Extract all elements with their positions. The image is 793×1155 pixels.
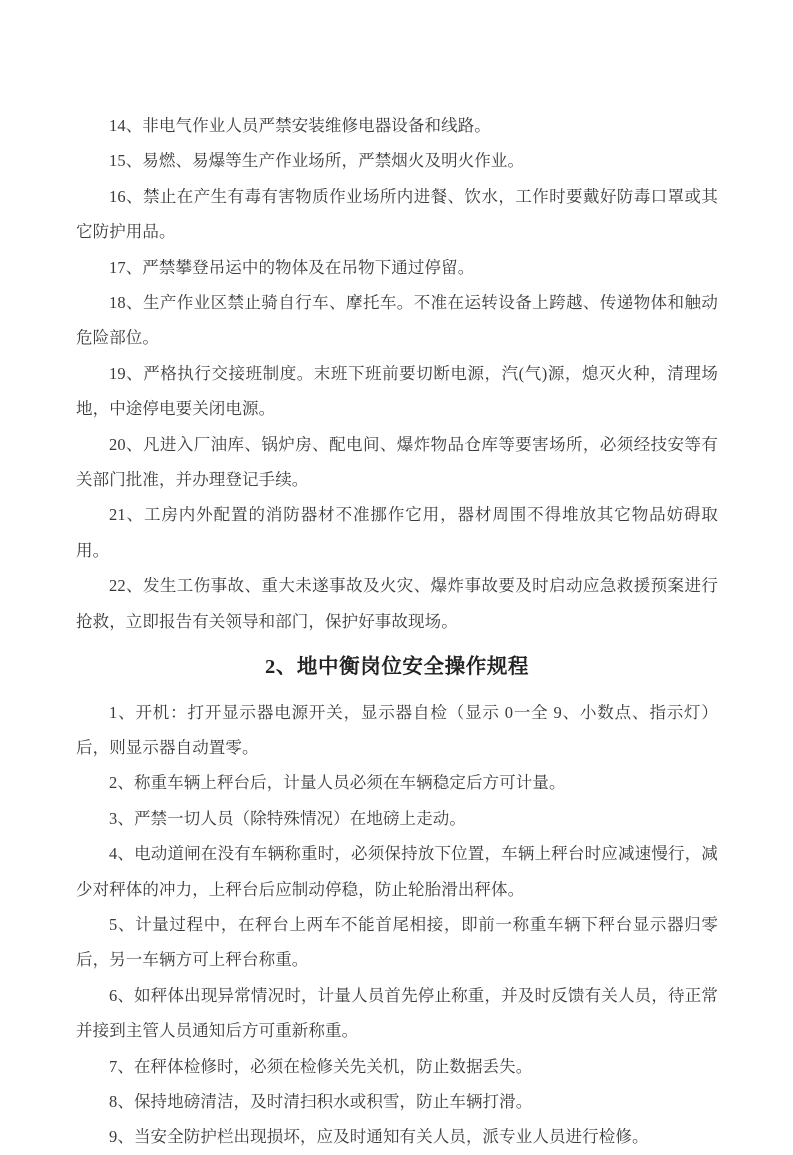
list-item: 9、当安全防护栏出现损坏，应及时通知有关人员，派专业人员进行检修。 <box>109 1127 649 1147</box>
list-item: 3、严禁一切人员（除特殊情况）在地磅上走动。 <box>109 808 466 828</box>
list-item: 20、凡进入厂油库、锅炉房、配电间、爆炸物品仓库等要害场所，必须经技安等有关部门批准，并办理登记手续。 <box>76 434 718 490</box>
list-item: 1、开机：打开显示器电源开关，显示器自检（显示 0一全 9、小数点、指示灯）后，则显示器自动置零。 <box>76 702 718 757</box>
list-item: 4、电动道闸在没有车辆称重时，必须保持放下位置，车辆上秤台时应减速慢行，减少对秤体的冲力，上秤台后应制动停稳，防止轮胎滑出秤体。 <box>76 844 718 899</box>
list-item: 6、如秤体出现异常情况时，计量人员首先停止称重，并及时反馈有关人员，待正常并接到主管人员通知后方可重新称重。 <box>76 985 718 1041</box>
list-item: 19、严格执行交接班制度。末班下班前要切断电源，汽(气)源，熄灭火种，清理场地，中途停电要关闭电源。 <box>76 363 718 419</box>
list-item: 15、易燃、易爆等生产作业场所，严禁烟火及明火作业。 <box>109 151 525 171</box>
list-item: 16、禁止在产生有毒有害物质作业场所内进餐、饮水，工作时要戴好防毒口罩或其它防护用品。 <box>76 186 718 242</box>
list-item: 8、保持地磅清洁，及时清扫积水或积雪，防止车辆打滑。 <box>109 1091 533 1111</box>
list-item: 14、非电气作业人员严禁安装维修电器设备和线路。 <box>109 116 491 135</box>
list-item: 2、称重车辆上秤台后，计量人员必须在车辆稳定后方可计量。 <box>109 773 566 793</box>
list-item: 7、在秤体检修时，必须在检修关先关机，防止数据丢失。 <box>109 1056 533 1076</box>
section-heading: 2、地中衡岗位安全操作规程 <box>264 656 530 679</box>
list-item: 21、工房内外配置的消防器材不准挪作它用，器材周围不得堆放其它物品妨碍取用。 <box>76 505 718 560</box>
list-item: 18、生产作业区禁止骑自行车、摩托车。不准在运转设备上跨越、传递物体和触动危险部位。 <box>76 293 718 348</box>
list-item: 5、计量过程中，在秤台上两车不能首尾相接，即前一称重车辆下秤台显示器归零后，另一车辆方可上秤台称重。 <box>76 914 718 970</box>
list-item: 22、发生工伤事故、重大未遂事故及火灾、爆炸事故要及时启动应急救援预案进行抢救，立即报告有关领导和部门，保护好事故现场。 <box>76 576 718 631</box>
list-item: 17、严禁攀登吊运中的物体及在吊物下通过停留。 <box>109 257 475 277</box>
document-body <box>76 108 718 1155</box>
